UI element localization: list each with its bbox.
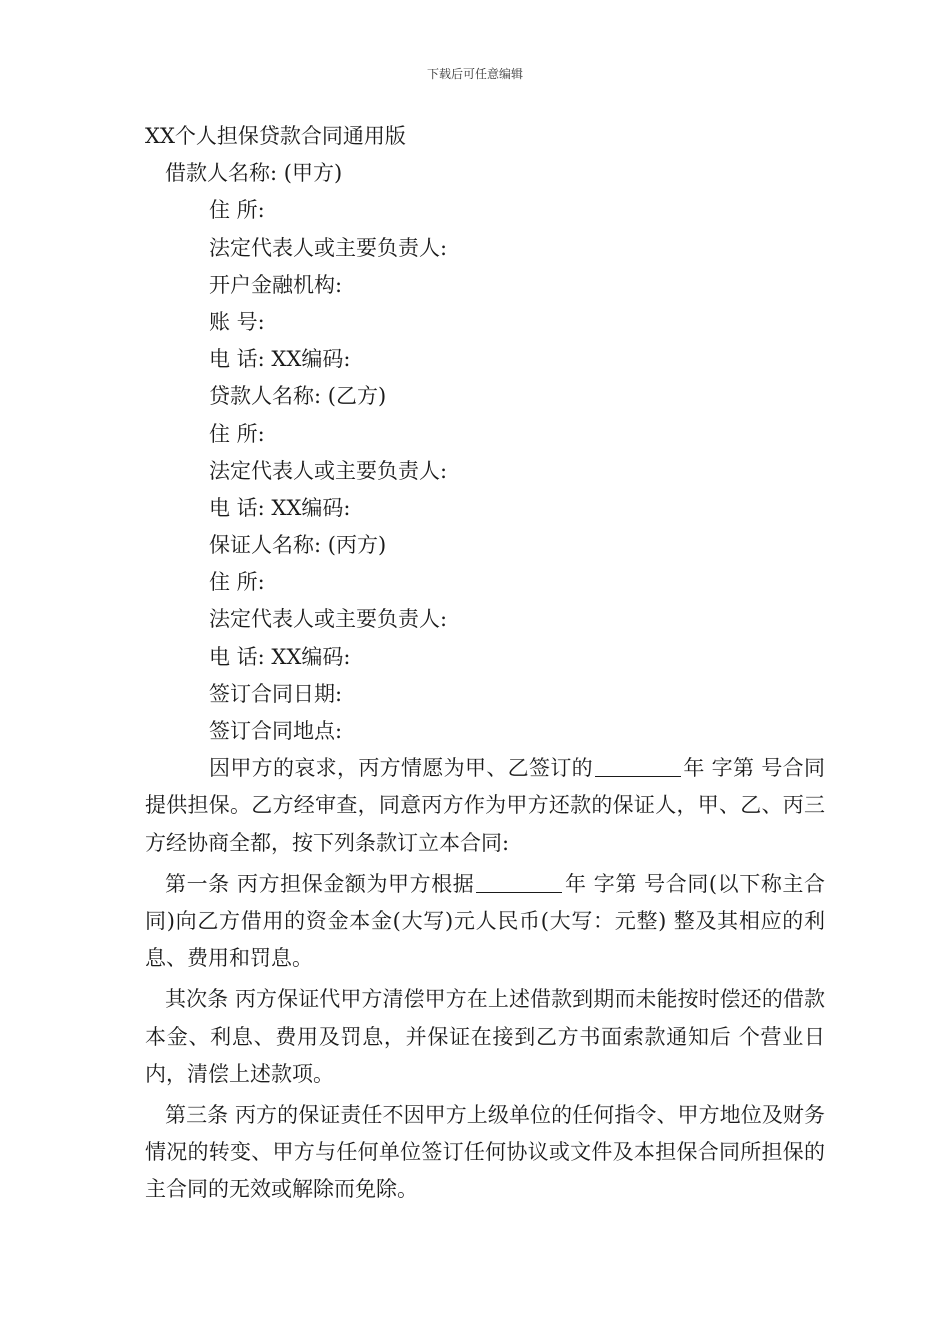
lender-name-label: 贷款人名称: (乙方) [209, 384, 387, 409]
intro-year-blank [595, 756, 681, 777]
borrower-account-label: 账 号: [209, 309, 265, 334]
contract-document [145, 118, 825, 1209]
sign-date-label: 签订合同日期: [209, 681, 343, 706]
intro-text-end: 年 字第 号合同提供担保。乙方经审查，同意丙方作为甲方还款的保证人，甲、乙、丙三方经协商全都，按下列条款订立本合同: [145, 756, 825, 855]
contract-title: XX个人担保贷款合同通用版 [145, 124, 406, 148]
intro-paragraph [145, 750, 825, 862]
page-header-note: 下载后可任意编辑 [426, 67, 523, 81]
article-1-year-blank [476, 872, 562, 893]
article-2: 其次条 丙方保证代甲方清偿甲方在上述借款到期而未能按时偿还的借款本金、利息、费用及罚息，并保证在接到乙方书面索款通知后 个营业日内，清偿上述款项。 [145, 987, 825, 1086]
lender-address-label: 住 所: [209, 421, 265, 446]
borrower-representative-label: 法定代表人或主要负责人: [209, 235, 448, 260]
guarantor-phone-label: 电 话: XX编码: [209, 644, 351, 669]
article-1 [145, 866, 825, 978]
borrower-name-label: 借款人名称: (甲方) [165, 161, 343, 186]
article-1-text-end: 年 字第 号合同(以下称主合同)向乙方借用的资金本金(大写)元人民币(大写：元整) 整及其相应的利息、费用和罚息。 [145, 871, 825, 971]
guarantor-representative-label: 法定代表人或主要负责人: [209, 607, 448, 632]
guarantor-name-label: 保证人名称: (丙方) [209, 533, 387, 558]
article-1-text-start: 第一条 丙方担保金额为甲方根据 [165, 871, 475, 896]
borrower-address-label: 住 所: [209, 198, 265, 223]
lender-representative-label: 法定代表人或主要负责人: [209, 458, 448, 483]
article-3: 第三条 丙方的保证责任不因甲方上级单位的任何指令、甲方地位及财务情况的转变、甲方与任何单位签订任何协议或文件及本担保合同所担保的主合同的无效或解除而免除。 [145, 1103, 825, 1202]
sign-place-label: 签订合同地点: [209, 719, 343, 743]
guarantor-address-label: 住 所: [209, 570, 265, 595]
borrower-bank-label: 开户金融机构: [209, 272, 343, 297]
lender-phone-label: 电 话: XX编码: [209, 495, 351, 520]
intro-text-start: 因甲方的哀求，丙方情愿为甲、乙签订的 [209, 756, 593, 781]
borrower-phone-label: 电 话: XX编码: [209, 347, 351, 372]
